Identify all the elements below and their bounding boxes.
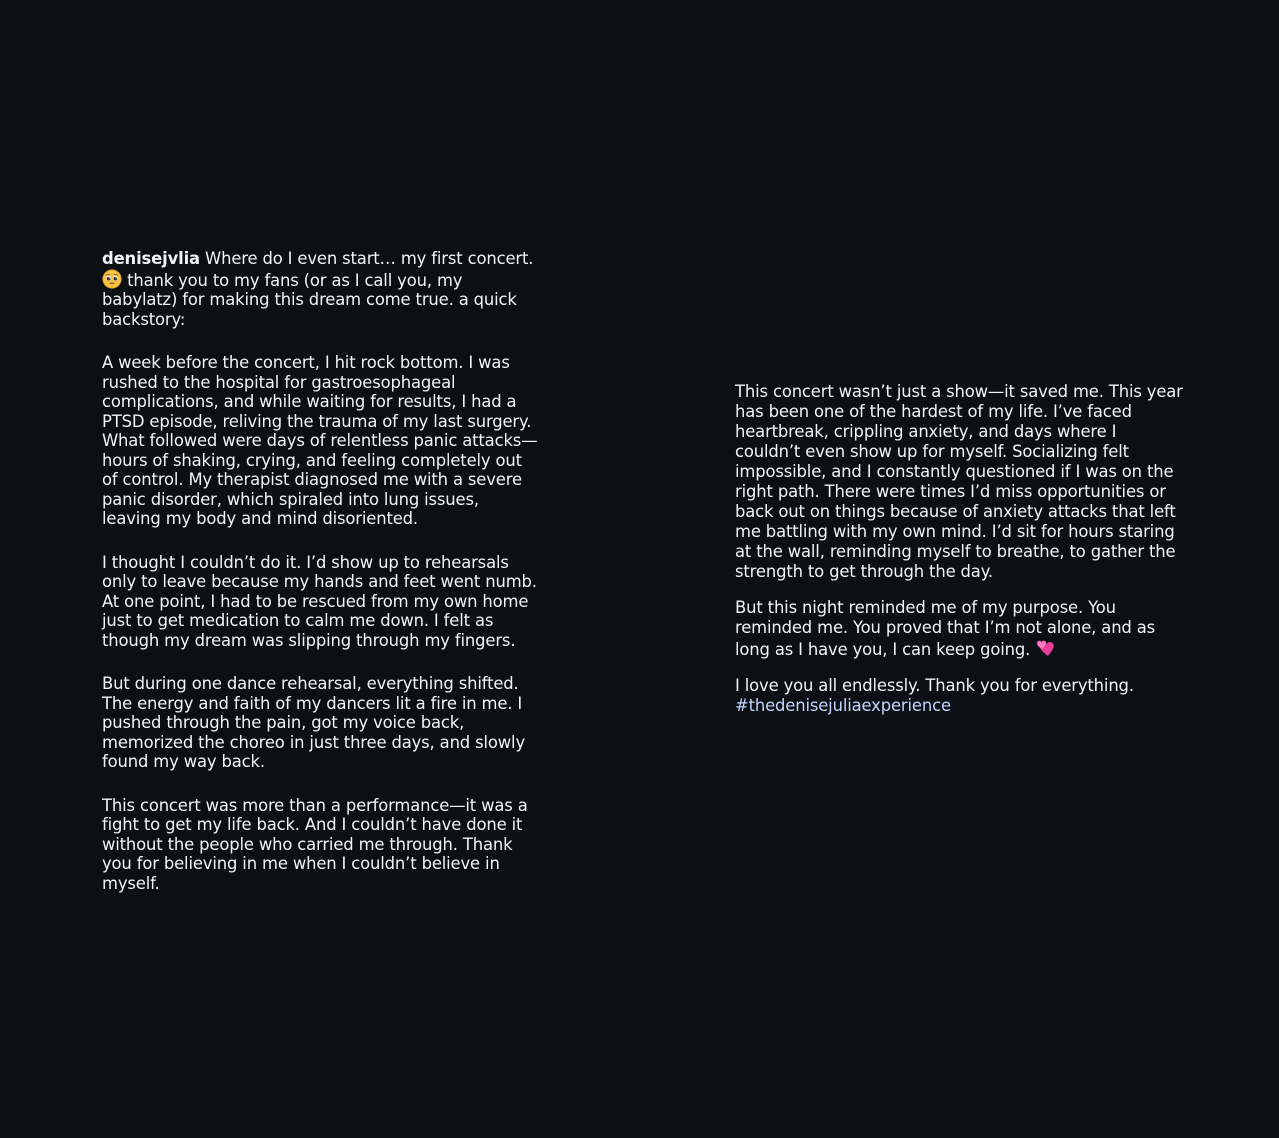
- caption-paragraph-2: A week before the concert, I hit rock bottom. I was rushed to the hospital for gastroesophageal complications, and while waiting for results, I had a PTSD episode, reliving the trauma of my last surgery. What followed were days of relentless panic attacks—hours of shaking, crying, and feeling completely out of control. My therapist diagnosed me with a severe panic disorder, which spiraled into lung issues, leaving my body and mind disoriented.: [102, 353, 538, 528]
- caption-paragraph-8-text: I love you all endlessly. Thank you for everything.: [735, 676, 1134, 695]
- caption-paragraph-8: [735, 676, 1183, 716]
- caption-column-right: [735, 382, 1183, 732]
- caption-column-left: [102, 249, 542, 917]
- caption-paragraph-5: This concert was more than a performance—it was a fight to get my life back. And I couldn’t have done it without the people who carried me through. Thank you for believing in me when I couldn’t believe in myself.: [102, 795, 528, 893]
- caption-paragraph-7: [735, 598, 1183, 660]
- caption-paragraph-3: I thought I couldn’t do it. I’d show up to rehearsals only to leave because my hands and feet went numb. At one point, I had to be rescued from my own home just to get medication to calm me down. I felt as though my dream was slipping through my fingers.: [102, 552, 537, 650]
- pleading-face-emoji-icon: [102, 269, 122, 289]
- caption-intro-text: Where do I even start… my first concert.: [199, 249, 534, 268]
- caption-intro-tail: thank you to my fans (or as I call you, my babylatz) for making this dream come true. a quick backstory:: [102, 270, 517, 329]
- caption-paragraph-4: But during one dance rehearsal, everything shifted. The energy and faith of my dancers lit a fire in me. I pushed through the pain, got my voice back, memorized the choreo in just three days, and slowly found my way back.: [102, 674, 526, 771]
- hashtag-link[interactable]: #thedenisejuliaexperience: [735, 696, 951, 715]
- caption-paragraph-7-text: But this night reminded me of my purpose. You reminded me. You proved that I’m not alone, and as long as I have you, I can keep going.: [735, 598, 1156, 659]
- username-link[interactable]: denisejvlia: [102, 249, 200, 268]
- two-hearts-emoji-icon: [1035, 638, 1057, 658]
- caption-paragraph-intro: [102, 249, 542, 329]
- caption-paragraph-6: This concert wasn’t just a show—it saved me. This year has been one of the hardest of my life. I’ve faced heartbreak, crippling anxiety, and days where I couldn’t even show up for myself. Socializing felt impossible, and I constantly questioned if I was on the right path. There were times I’d miss opportunities or back out on things because of anxiety attacks that left me battling with my own mind. I’d sit for hours staring at the wall, reminding myself to breathe, to gather the strength to get through the day.: [735, 382, 1183, 581]
